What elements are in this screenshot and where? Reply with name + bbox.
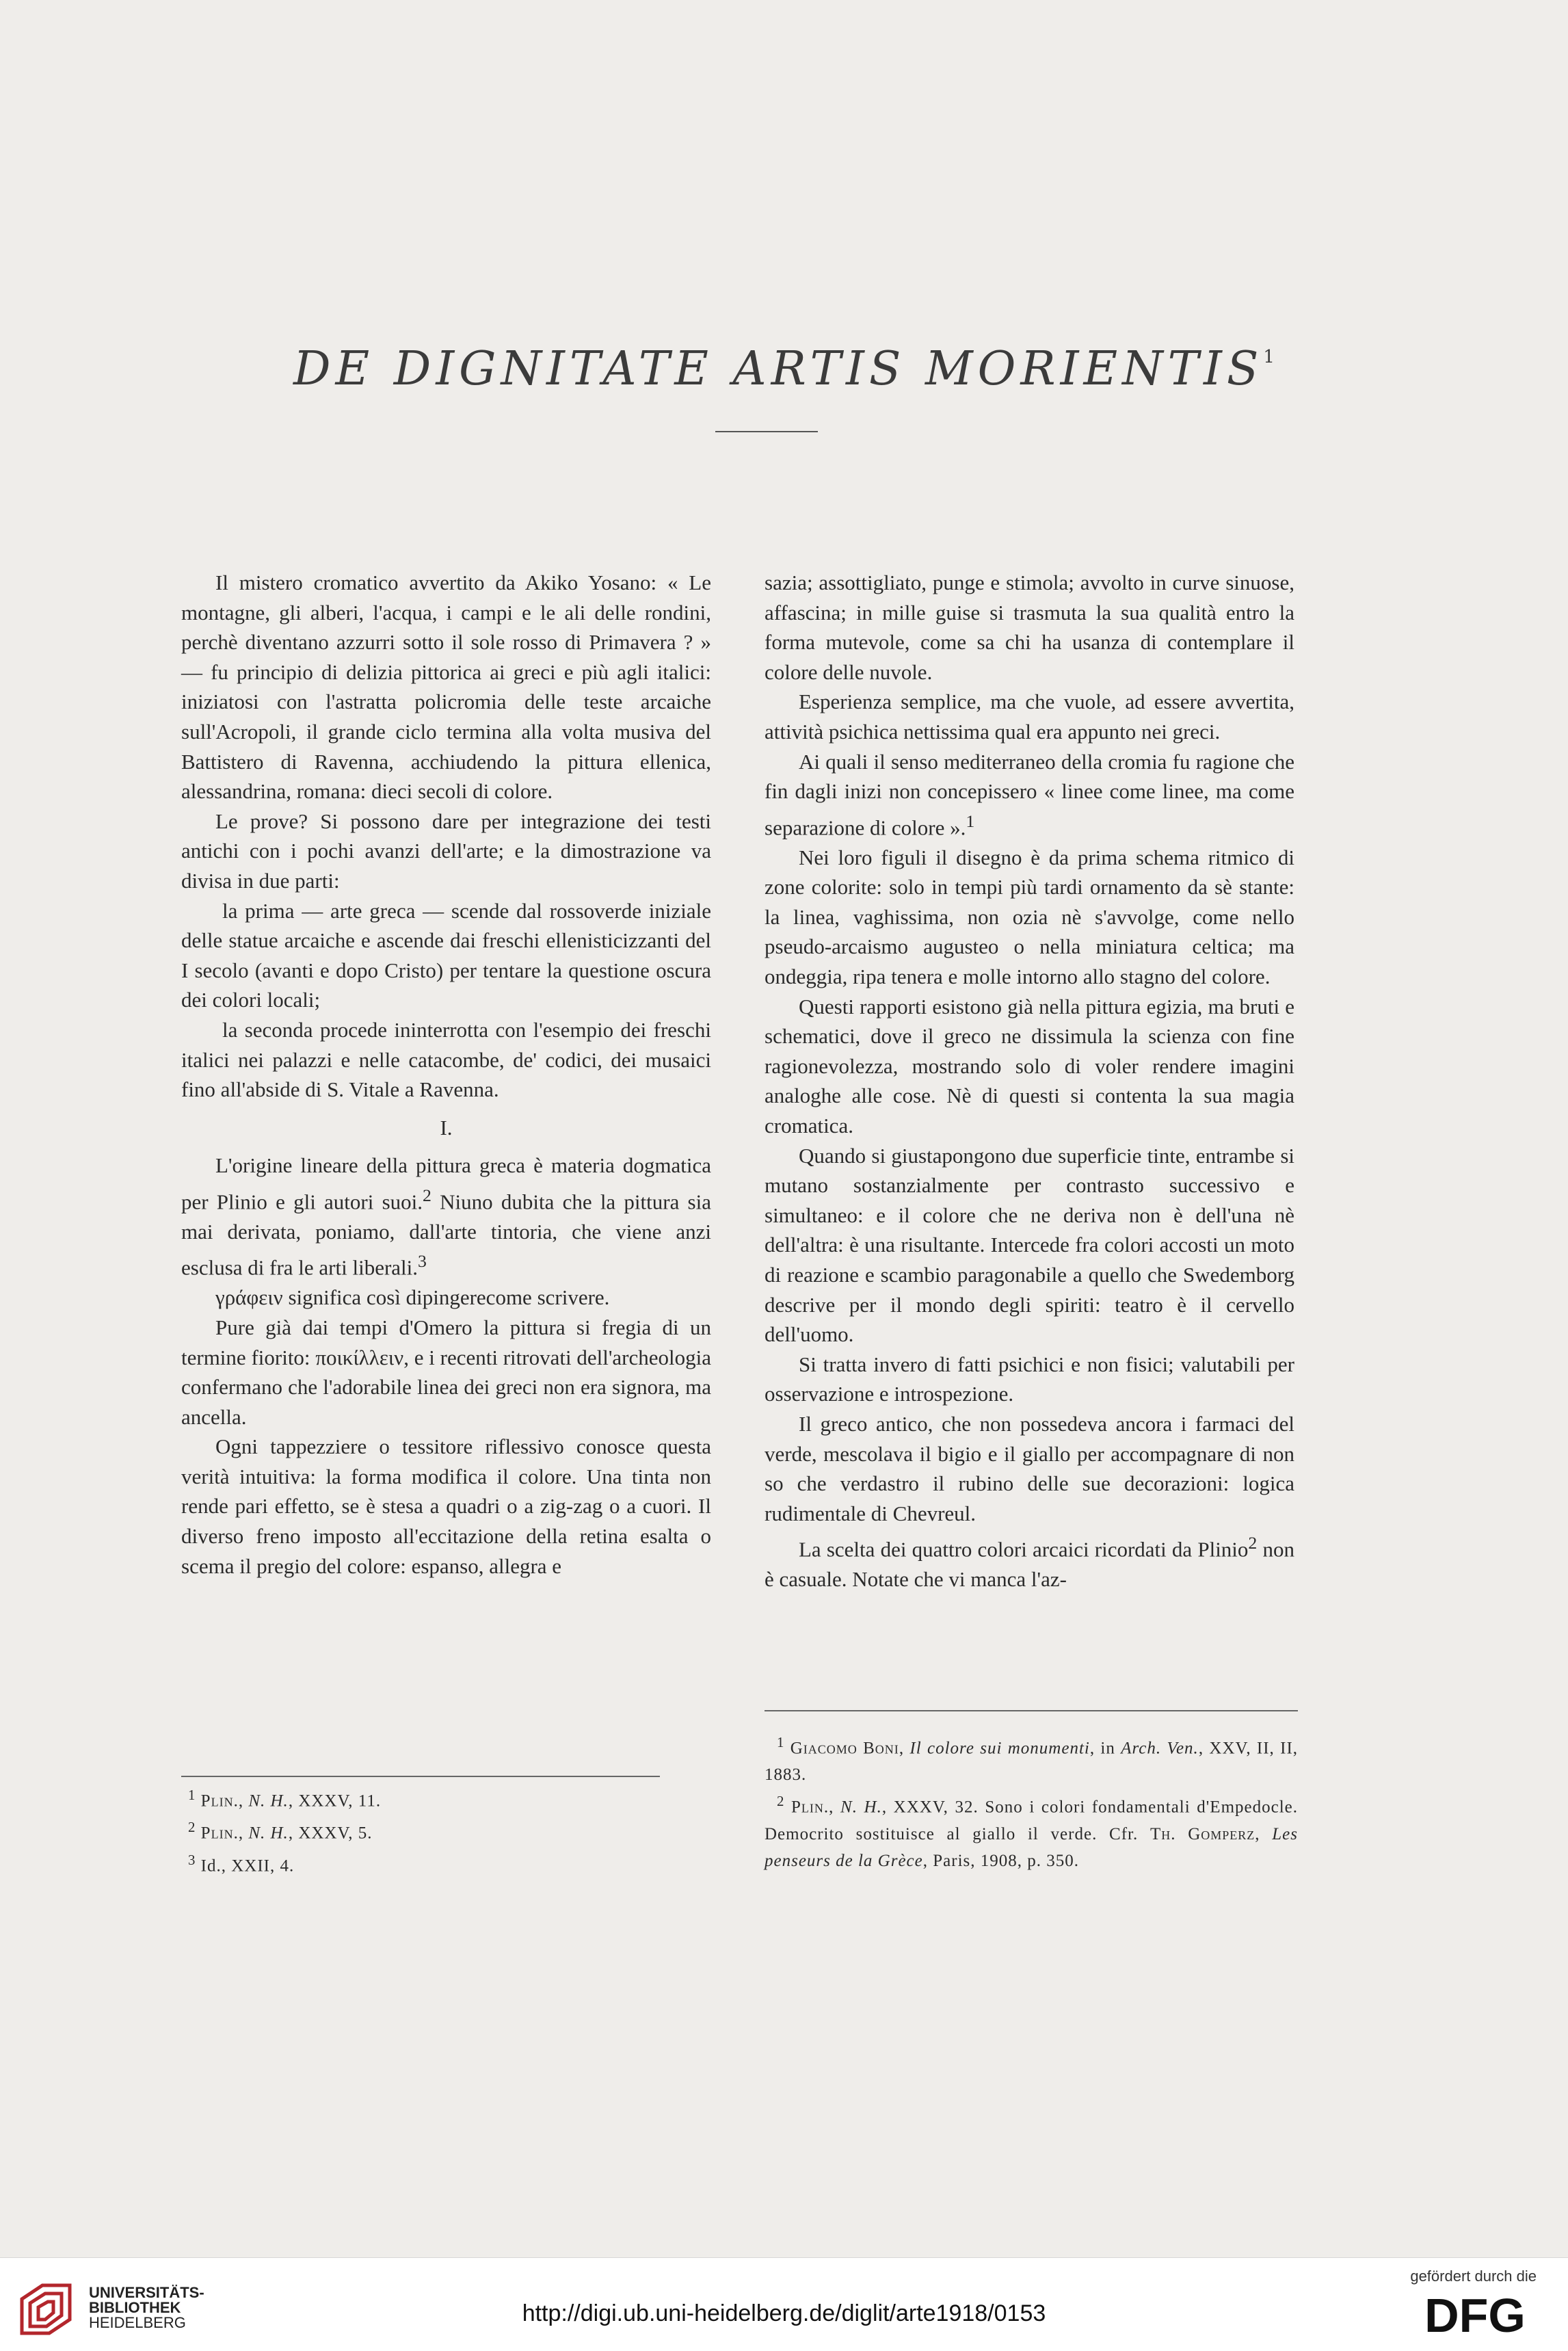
footnote: $^1$ Plin., N. H., XXXV, 11. [188, 1787, 382, 1811]
footnote: $^3$ Id., XXII, 4. [188, 1851, 295, 1875]
footnotes-right [765, 1729, 1298, 1874]
paragraph: La scelta dei quattro colori arcaici ricordati da Plinio$^2$ non è casuale. Notate che vi manca l'az- [765, 1533, 1294, 1592]
paragraph: Nei loro figuli il disegno è da prima schema ritmico di zone colorite: solo in tempi più tardi ornamento da sè stante: la linea, vaghissima, non ozia nè s'avvolge, come nello pseudo-arcaismo augusteo o nella miniatura celtica; ma ondeggia, ripa tenera e molle intorno allo stagno del colore. [765, 845, 1294, 989]
title-rule [715, 431, 818, 432]
paragraph: Si tratta invero di fatti psichici e non fisici; valutabili per osservazione e introspezione. [765, 1352, 1294, 1406]
footnote: $^1$ Giacomo Boni, Il colore sui monumenti, in Arch. Ven., XXV, II, II, 1883. [765, 1734, 1299, 1785]
footnote-rule [765, 1710, 1298, 1711]
paragraph: Il mistero cromatico avvertito da Akiko Yosano: « Le montagne, gli alberi, l'acqua, i campi e le ali delle rondini, perchè diventano azzurri sotto il sole rosso di Primavera ? » — fu principio di delizia pittorica ai greci e più agli italici: iniziatosi con l'astratta policromia delle teste arcaiche sull'Acropoli, il grande ciclo termina alla volta musiva del Battistero di Ravenna, acchiudendo la pittura ellenica, alessandrina, romana: dieci secoli di colore. [181, 570, 711, 804]
paragraph: Questi rapporti esistono già nella pittura egizia, ma bruti e schematici, dove il greco ne dissimula la scienza con fine ragionevolezza, mostrando solo di voler rendere imagini analoghe alle cose. Nè di questi si contenta la sua magia cromatica. [765, 994, 1294, 1138]
paragraph: Pure già dai tempi d'Omero la pittura si fregia di un termine fiorito: ποικίλλειν, e i recenti ritrovati dell'archeologia confermano che l'adorabile linea dei greci non era signora, ma ancella. [181, 1315, 711, 1429]
paragraph: Esperienza semplice, ma che vuole, ad essere avvertita, attività psichica nettissima qual era appunto nei greci. [765, 689, 1294, 744]
dfg-logo [1413, 2289, 1537, 2337]
paragraph: Ogni tappezziere o tessitore riflessivo conosce questa verità intuitiva: la forma modifica il colore. Una tinta non rende pari effetto, se è stesa a quadri o a zig-zag o a cuori. Il diverso freno imposto all'eccitazione della retina esalta o scema il pregio del colore: espanso, allegra e [181, 1434, 711, 1578]
paragraph: Quando si giustapongono due superficie tinte, entrambe si mutano sostanzialmente per contrasto successivo e simultaneo: e il colore che ne deriva non è dell'una nè dell'altra: è una risultante. Intercede fra colori accosti un moto di reazione e scambio paragonabile a quello che Swedemborg descrive per il mondo degli spiriti: teatro è il cervello dell'uomo. [765, 1143, 1294, 1347]
right-column [765, 568, 1294, 1594]
footnote-rule [181, 1776, 660, 1777]
paragraph: la prima — arte greca — scende dal rossoverde iniziale delle statue arcaiche e ascende dai freschi ellenisticizzanti del I secolo (avanti e dopo Cristo) per tentare la questione oscura dei colori locali; [181, 898, 711, 1012]
paragraph: la seconda procede ininterrotta con l'esempio dei freschi italici nei palazzi e nelle catacombe, de' codici, dei musaici fino all'abside di S. Vitale a Ravenna. [181, 1017, 711, 1102]
footnote: $^2$ Plin., N. H., XXXV, 5. [188, 1819, 373, 1843]
paragraph: sazia; assottigliato, punge e stimola; avvolto in curve sinuose, affascina; in mille guise si trasmuta la sua qualità entro la forma mutevole, come sa chi ha usanza di contemplare il colore delle nuvole. [765, 570, 1294, 684]
footnote: $^2$ Plin., N. H., XXXV, 32. Sono i colori fondamentali d'Empedocle. Democrito sostituisce al giallo il verde. Cfr. Th. Gomperz, Les penseurs de la Grèce, Paris, 1908, p. 350. [765, 1793, 1299, 1870]
paragraph: Il greco antico, che non possedeva ancora i farmaci del verde, mescolava il bigio e il giallo per accompagnare di non so che verdastro il rubino delle sue decorazioni: logica rudimentale di Chevreul. [765, 1411, 1294, 1525]
paragraph: Le prove? Si possono dare per integrazione dei testi antichi con i pochi avanzi dell'arte; e la dimostrazione va divisa in due parti: [181, 809, 711, 893]
paragraph: Ai quali il senso mediterraneo della cromia fu ragione che fin dagli inizi non concepissero « linee come linee, ma come separazione di colore ».$^1$ [765, 749, 1294, 840]
sponsor-caption: gefördert durch die [1410, 2268, 1537, 2285]
library-name: UNIVERSITÄTS- BIBLIOTHEK HEIDELBERG [89, 2284, 204, 2331]
paragraph: γράφειν significa così dipingerecome scrivere. [215, 1285, 610, 1310]
permalink-url[interactable]: http://digi.ub.uni-heidelberg.de/diglit/arte1918/0153 [522, 2300, 1046, 2326]
article-title: DE DIGNITATE ARTIS MORIENTIS$^1$ [293, 342, 1275, 396]
left-column [181, 568, 711, 1581]
viewer-footer [0, 2257, 1568, 2351]
paragraph: L'origine lineare della pittura greca è materia dogmatica per Plinio e gli autori suoi.$^2$ Niuno dubita che la pittura sia mai derivata, poniamo, dall'arte tintoria, che viene anzi esclusa di fra le arti liberali.$^3$ [181, 1153, 711, 1280]
svg-text:DFG: DFG [1424, 2289, 1526, 2337]
footnotes-left [188, 1782, 660, 1879]
section-heading: I. [440, 1115, 453, 1140]
